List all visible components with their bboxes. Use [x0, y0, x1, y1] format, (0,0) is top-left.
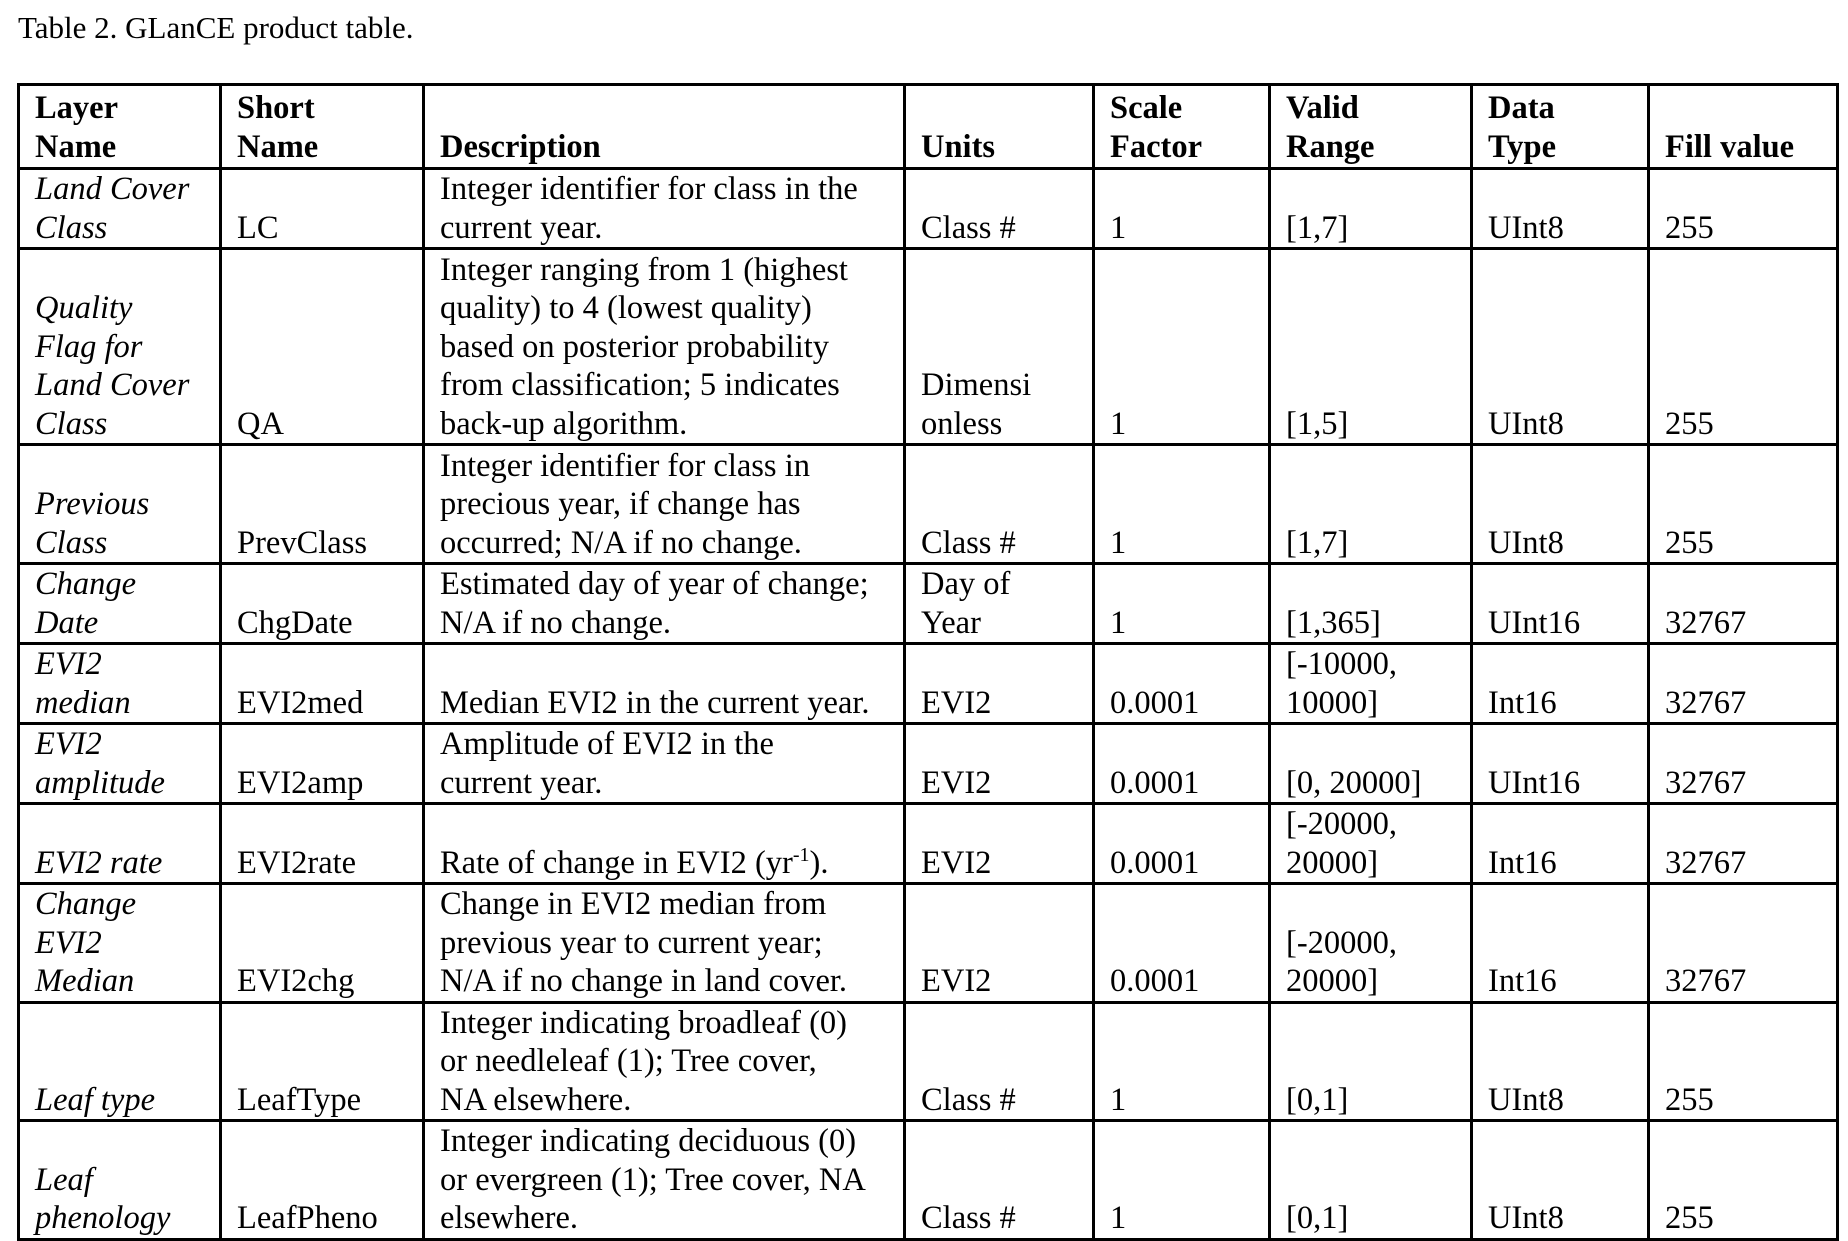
description-text: Rate of change in EVI2 (yr — [440, 844, 793, 881]
fill-value-cell: 255 — [1649, 445, 1838, 564]
short-name-cell: EVI2rate — [221, 804, 424, 884]
product-table — [17, 83, 1839, 1241]
fill-value-cell: 32767 — [1649, 804, 1838, 884]
data-type-cell: Int16 — [1472, 884, 1649, 1003]
units-cell: Class # — [905, 1002, 1094, 1121]
description-cell: Integer identifier for class in precious year, if change has occurred; N/A if no change. — [424, 445, 905, 564]
short-name-cell: LeafType — [221, 1002, 424, 1121]
short-name-cell: LC — [221, 169, 424, 249]
short-name-cell: EVI2chg — [221, 884, 424, 1003]
valid-range-cell: [0, 20000] — [1270, 724, 1472, 804]
header-scale-factor: Scale Factor — [1094, 85, 1270, 169]
table-row — [19, 644, 1838, 724]
header-short-name: Short Name — [221, 85, 424, 169]
description-cell: Integer ranging from 1 (highest quality) to 4 (lowest quality) based on posterior probability from classification; 5 indicates back-up algorithm. — [424, 249, 905, 445]
short-name-cell: PrevClass — [221, 445, 424, 564]
layer-name-cell: Land Cover Class — [19, 169, 221, 249]
data-type-cell: UInt16 — [1472, 564, 1649, 644]
fill-value-cell: 32767 — [1649, 564, 1838, 644]
description-cell: Amplitude of EVI2 in the current year. — [424, 724, 905, 804]
description-cell: Integer identifier for class in the current year. — [424, 169, 905, 249]
header-units: Units — [905, 85, 1094, 169]
valid-range-cell: [1,7] — [1270, 445, 1472, 564]
short-name-cell: EVI2amp — [221, 724, 424, 804]
scale-factor-cell: 1 — [1094, 249, 1270, 445]
header-description: Description — [424, 85, 905, 169]
table-row — [19, 564, 1838, 644]
data-type-cell: Int16 — [1472, 644, 1649, 724]
layer-name-cell: EVI2 amplitude — [19, 724, 221, 804]
valid-range-cell: [-20000, 20000] — [1270, 804, 1472, 884]
layer-name-cell: Leaf phenology — [19, 1121, 221, 1240]
data-type-cell: UInt16 — [1472, 724, 1649, 804]
scale-factor-cell: 1 — [1094, 1002, 1270, 1121]
units-cell: Class # — [905, 169, 1094, 249]
valid-range-cell: [0,1] — [1270, 1002, 1472, 1121]
units-cell: Dimensi onless — [905, 249, 1094, 445]
scale-factor-cell: 0.0001 — [1094, 884, 1270, 1003]
header-row — [19, 85, 1838, 169]
description-cell — [424, 804, 905, 884]
units-cell: EVI2 — [905, 724, 1094, 804]
table-caption: Table 2. GLanCE product table. — [18, 10, 414, 45]
layer-name-cell: Leaf type — [19, 1002, 221, 1121]
table-row — [19, 884, 1838, 1003]
data-type-cell: UInt8 — [1472, 1121, 1649, 1240]
layer-name-cell: Change Date — [19, 564, 221, 644]
layer-name-cell: Previous Class — [19, 445, 221, 564]
data-type-cell: Int16 — [1472, 804, 1649, 884]
layer-name-cell: Change EVI2 Median — [19, 884, 221, 1003]
layer-name-cell: EVI2 rate — [19, 804, 221, 884]
scale-factor-cell: 0.0001 — [1094, 644, 1270, 724]
fill-value-cell: 255 — [1649, 249, 1838, 445]
description-cell: Integer indicating broadleaf (0) or needleleaf (1); Tree cover, NA elsewhere. — [424, 1002, 905, 1121]
description-cell: Estimated day of year of change; N/A if no change. — [424, 564, 905, 644]
description-cell: Median EVI2 in the current year. — [424, 644, 905, 724]
layer-name-cell: EVI2 median — [19, 644, 221, 724]
scale-factor-cell: 1 — [1094, 1121, 1270, 1240]
short-name-cell: LeafPheno — [221, 1121, 424, 1240]
valid-range-cell: [-10000, 10000] — [1270, 644, 1472, 724]
table-row — [19, 249, 1838, 445]
scale-factor-cell: 0.0001 — [1094, 724, 1270, 804]
description-cell: Integer indicating deciduous (0) or evergreen (1); Tree cover, NA elsewhere. — [424, 1121, 905, 1240]
fill-value-cell: 255 — [1649, 1121, 1838, 1240]
data-type-cell: UInt8 — [1472, 1002, 1649, 1121]
scale-factor-cell: 1 — [1094, 445, 1270, 564]
fill-value-cell: 255 — [1649, 1002, 1838, 1121]
table-row — [19, 804, 1838, 884]
scale-factor-cell: 0.0001 — [1094, 804, 1270, 884]
data-type-cell: UInt8 — [1472, 169, 1649, 249]
header-layer-name: Layer Name — [19, 85, 221, 169]
fill-value-cell: 32767 — [1649, 644, 1838, 724]
units-cell: Day of Year — [905, 564, 1094, 644]
units-cell: EVI2 — [905, 804, 1094, 884]
description-superscript: -1 — [792, 843, 810, 866]
fill-value-cell: 255 — [1649, 169, 1838, 249]
units-cell: EVI2 — [905, 644, 1094, 724]
short-name-cell: ChgDate — [221, 564, 424, 644]
valid-range-cell: [1,5] — [1270, 249, 1472, 445]
layer-name-cell: Quality Flag for Land Cover Class — [19, 249, 221, 445]
data-type-cell: UInt8 — [1472, 249, 1649, 445]
table-row — [19, 1121, 1838, 1240]
header-valid-range: Valid Range — [1270, 85, 1472, 169]
valid-range-cell: [1,7] — [1270, 169, 1472, 249]
table-row — [19, 724, 1838, 804]
header-fill-value: Fill value — [1649, 85, 1838, 169]
fill-value-cell: 32767 — [1649, 724, 1838, 804]
data-type-cell: UInt8 — [1472, 445, 1649, 564]
description-cell: Change in EVI2 median from previous year to current year; N/A if no change in land cover. — [424, 884, 905, 1003]
units-cell: Class # — [905, 445, 1094, 564]
valid-range-cell: [-20000, 20000] — [1270, 884, 1472, 1003]
units-cell: EVI2 — [905, 884, 1094, 1003]
scale-factor-cell: 1 — [1094, 564, 1270, 644]
table-row — [19, 169, 1838, 249]
table-row — [19, 445, 1838, 564]
fill-value-cell: 32767 — [1649, 884, 1838, 1003]
scale-factor-cell: 1 — [1094, 169, 1270, 249]
valid-range-cell: [1,365] — [1270, 564, 1472, 644]
short-name-cell: QA — [221, 249, 424, 445]
description-end: ). — [809, 844, 829, 881]
short-name-cell: EVI2med — [221, 644, 424, 724]
header-data-type: Data Type — [1472, 85, 1649, 169]
units-cell: Class # — [905, 1121, 1094, 1240]
valid-range-cell: [0,1] — [1270, 1121, 1472, 1240]
table-row — [19, 1002, 1838, 1121]
